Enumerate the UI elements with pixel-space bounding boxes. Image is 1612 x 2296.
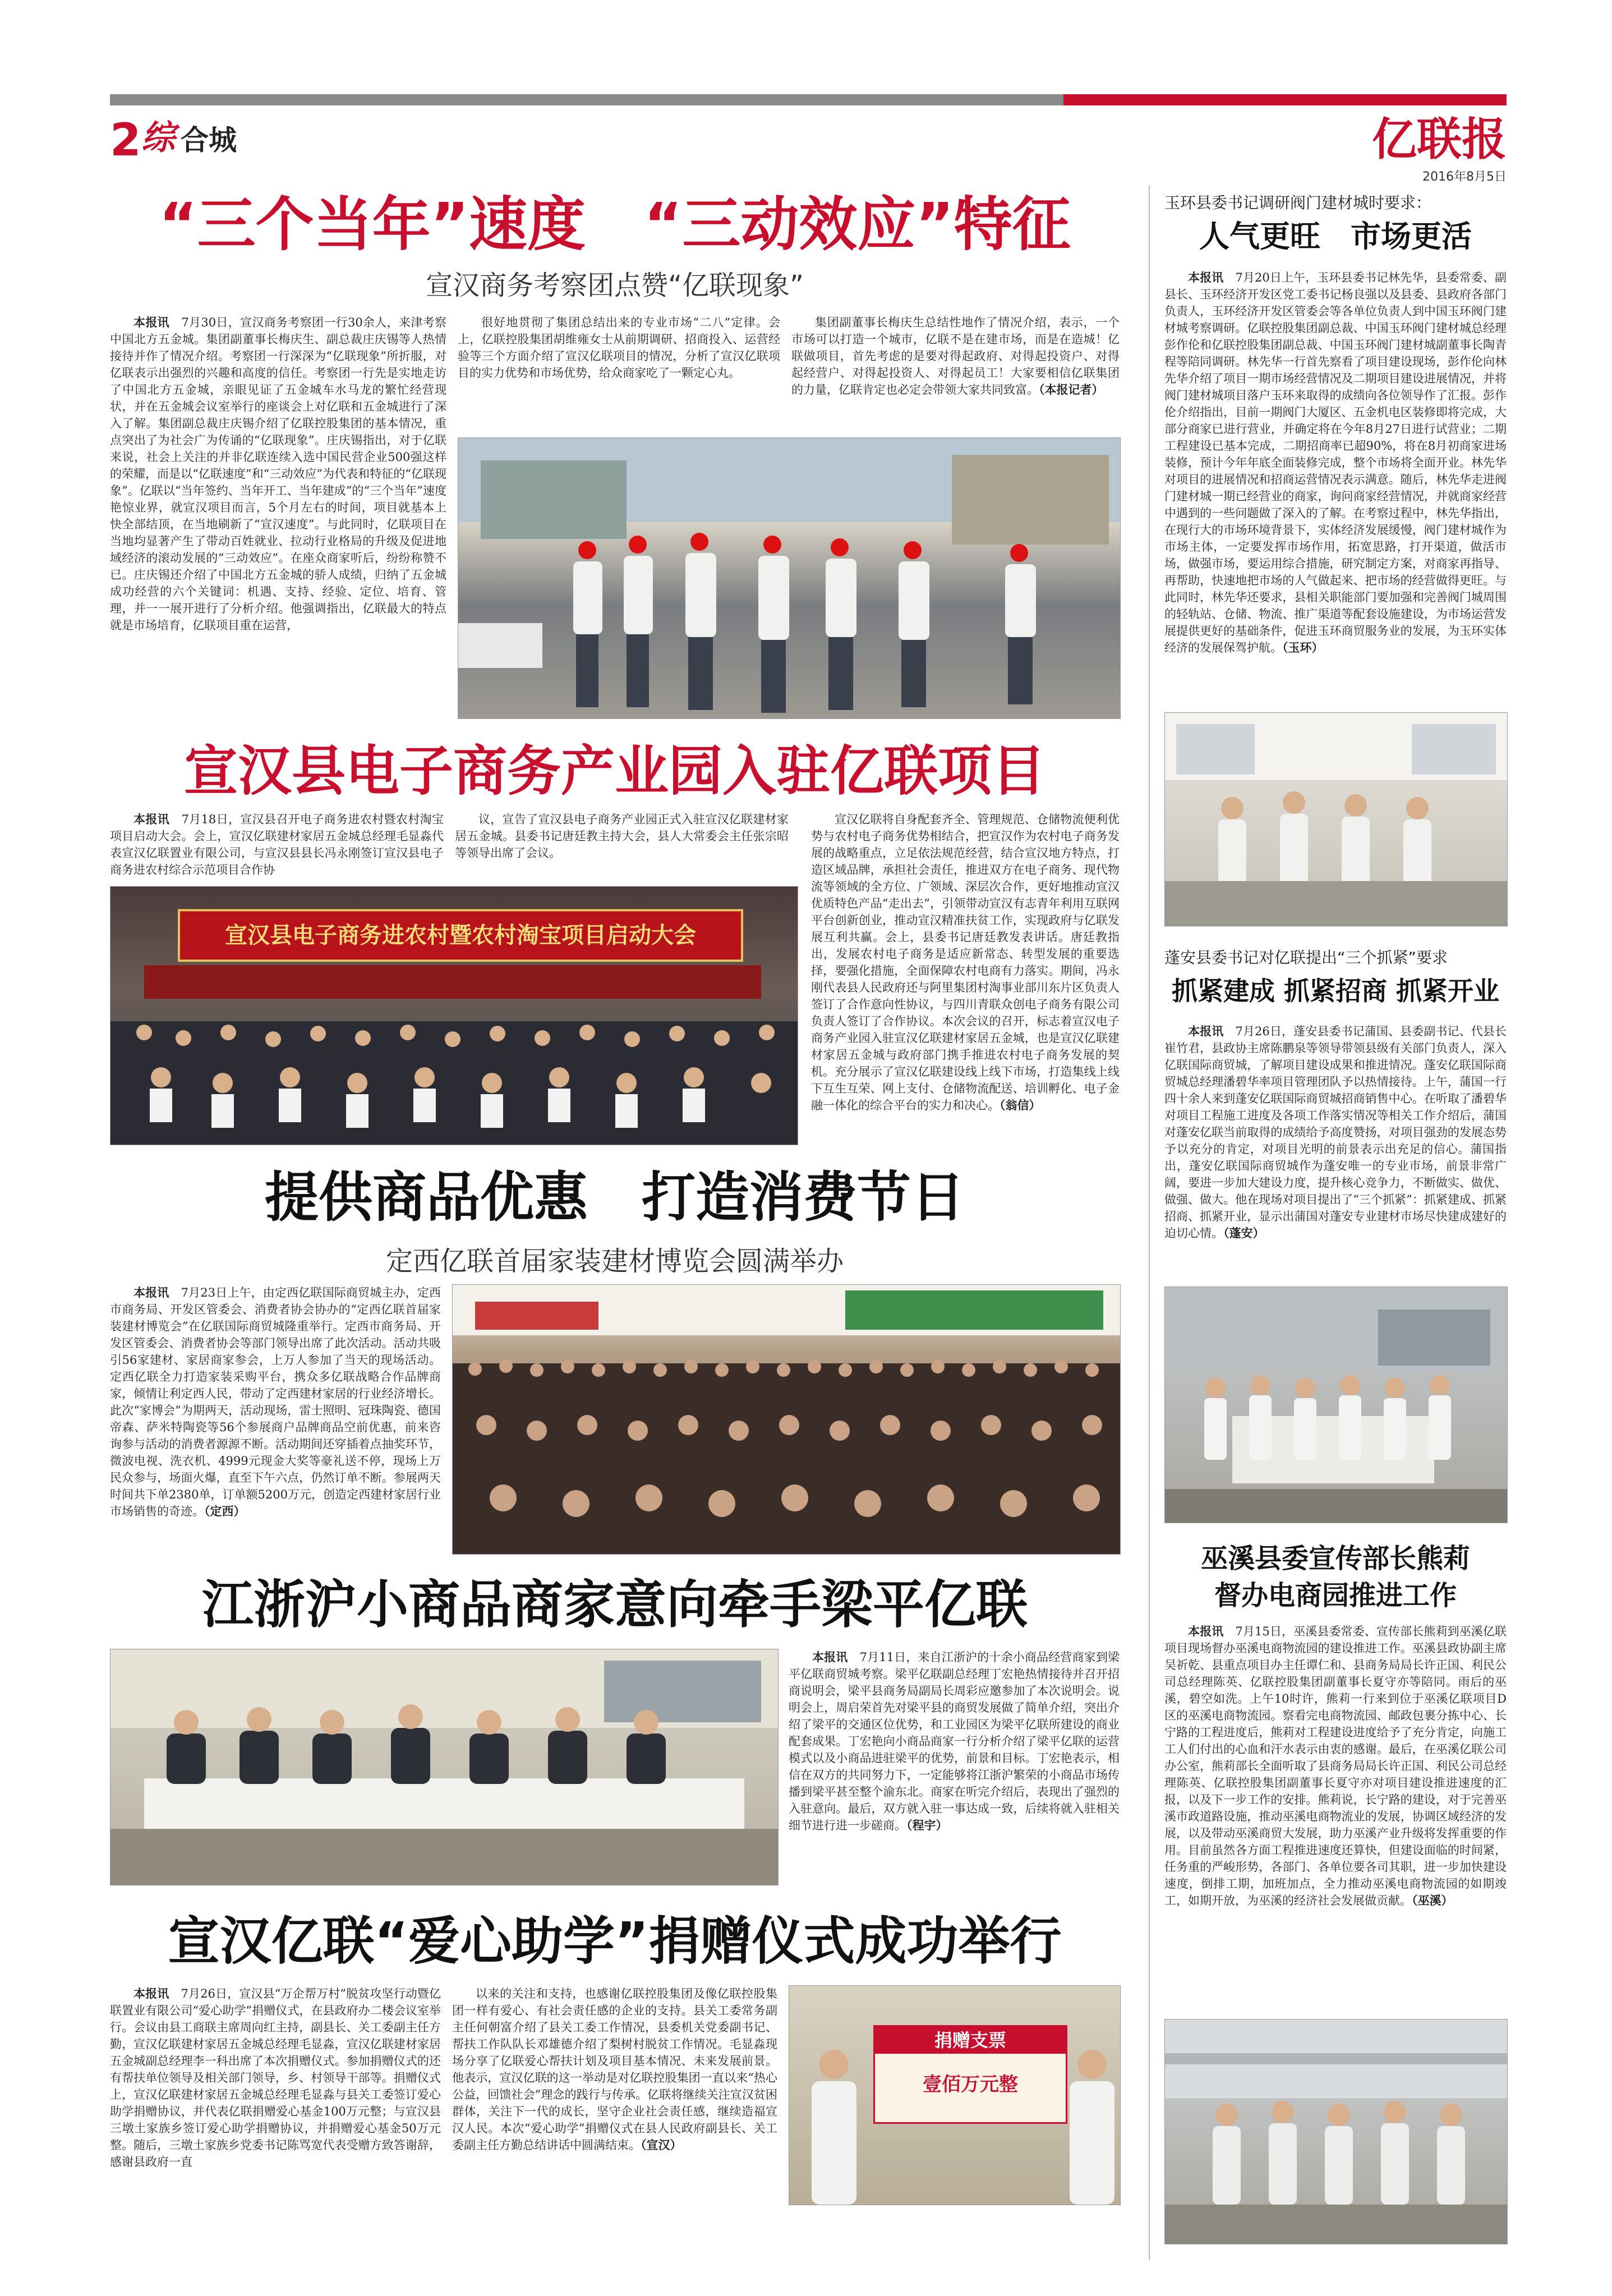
meeting-table-illustration <box>110 1649 778 1885</box>
article5-headline: 宣汉亿联“爱心助学”捐赠仪式成功举行 <box>168 1911 1062 1971</box>
side3-headline-line1: 巫溪县委宣传部长熊莉 <box>1200 1543 1470 1574</box>
article1-sign: （本报记者） <box>1039 382 1104 397</box>
conference-hall-photo <box>110 886 798 1145</box>
side3-col1 <box>1164 1623 1507 2004</box>
article1-text3: 集团副董事长梅庆生总结性地作了情况介绍，表示，一个市场可以打造一个城市，亿联不是在建市场，而是在造城！亿联做项目，首先考虑的是要对得起政府、对得起投资户、对得起经营户、对得起投资人、对得起员工！大家要相信亿联集团的力量，亿联肯定也必定会带领大家共同致富。 <box>791 316 1120 397</box>
article3-col1 <box>110 1284 441 1553</box>
delegation-walking-photo <box>458 437 1121 719</box>
wuxi-site-visit-illustration <box>1165 2020 1507 2244</box>
article3-subheadline: 定西亿联首届家装建材博览会圆满举办 <box>385 1246 844 1277</box>
article4-sign: （程宇） <box>906 1818 948 1832</box>
article1-col2 <box>458 314 780 426</box>
side2-lead: 本报讯 <box>1188 1025 1224 1038</box>
top-rule-red <box>1063 94 1507 105</box>
side3-sign: （巫溪） <box>1412 1893 1453 1907</box>
article1-text1: 7月30日，宣汉商务考察团一行30余人，来津考察中国北方五金城。集团副董事长梅庆生、副总裁庄庆锡等人热情接待并作了情况介绍。考察团一行深深为“亿联现象”所折服，对亿联表示出强烈的兴趣和高度的信任。考察团一行先是实地走访了中国北方五金城，亲眼见证了五金城车水马龙的繁忙经营现状，并在五金城会议室举行的座谈会上对亿联和五金城进行了深入了解。集团副总裁庄庆锡介绍了亿联控股集团的基本情况，重点突出了为社会广为传诵的“亿联现象”。庄庆锡指出，对于亿联来说，社会上关注的并非亿联连续入选中国民营企业500强这样的荣耀，而是以“亿联速度”和“三动效应”为代表和特征的“亿联现象”。亿联以“当年签约、当年开工、当年建成”的“三个当年”速度艳惊业界，就宣汉项目而言，5个月左右的时间，项目就基本上快全部结顶，在当地刷新了“宣汉速度”。与此同时，亿联项目在当地均显著产生了带动百姓就业、拉动行业格局的升级及促进地域经济的滚动发展的“三动效应”。在座众商家听后，纷纷称赞不已。庄庆锡还介绍了中国北方五金城的骄人成绩，归纳了五金城成功经营的六个关键词：机遇、支持、经验、定位、培育、管理，并一一展开进行了分析介绍。他强调指出，亿联最大的特点就是市场培育，亿联项目重在运营， <box>110 316 446 632</box>
article2-sign: （翁信） <box>1000 1098 1041 1112</box>
article5-sign: （宣汉） <box>641 2138 682 2152</box>
article2-col3 <box>811 811 1120 1136</box>
sidebar-divider <box>1149 185 1150 2260</box>
article1-headline: “三个当年”速度 “三动效应”特征 <box>159 190 1071 259</box>
wuxi-site-visit-photo <box>1164 2019 1508 2244</box>
yuhuan-inspection-illustration <box>1165 713 1507 926</box>
side3-text1: 7月15日，巫溪县委常委、宣传部长熊莉到巫溪亿联项目现场督办巫溪电商物流园的建设推进工作。巫溪县政协副主席吴祈乾、县重点项目办主任谭仁和、县商务局局长许正国、利民公司总经理陈英、亿联控股集团副董事长夏守亦等陪同。雨后的巫溪，碧空如洗。上午10时许，熊莉一行来到位于巫溪亿联项目D区的巫溪电商物流园。察看完电商物流园、邮政包裹分拣中心、长宁路的工程进度后，熊莉对工程建设进度给予了充分肯定，向施工工人们付出的心血和汗水表示由衷的感谢。最后，在巫溪亿联公司办公室，熊莉部长全面听取了县商务局局长许正国、利民公司总经理陈英、亿联控股集团副董事长夏守亦对项目建设推进速度的汇报，以及下一步工作的安排。熊莉说，长宁路的建设，对于完善巫溪市政道路设施，推动巫溪电商物流业的发展，协调区域经济的发展，以及带动巫溪商贸大发展，助力巫溪产业升级将发挥重要的作用。目前虽然各方面工程推进速度还算快，但建设面临的时间紧，任务重的严峻形势，各部门、各单位要各司其职，进一步加快建设速度，倒排工期，加班加点，全力推动巫溪电商物流园的如期竣工，如期开放，为巫溪的经济社会发展做贡献。 <box>1164 1625 1507 1907</box>
article2-text1: 7月18日，宣汉县召开电子商务进农村暨农村淘宝项目启动大会。会上，宣汉亿联建材家居五金城总经理毛显淼代表宣汉亿联置业有限公司，与宣汉县县长冯永刚签订宣汉县电子商务进农村综合示范项目合作协 <box>110 813 444 877</box>
side1-col1 <box>1164 269 1507 707</box>
side1-headline: 人气更旺 市场更活 <box>1199 219 1472 254</box>
article1-lead: 本报讯 <box>133 316 169 329</box>
page-number: 2 <box>110 114 141 166</box>
article3-sign: （定西） <box>204 1504 246 1518</box>
article5-lead: 本报讯 <box>133 1987 169 2000</box>
side2-text1: 7月26日，蓬安县委书记蒲国、县委副书记、代县长崔竹君，县政协主席陈鹏泉等领导带领县级有关部门负责人，深入亿联国际商贸城，了解项目建设成果和推进情况。蓬安亿联国际商贸城总经理潘碧华率项目管理团队予以热情接待。上午，蒲国一行四十余人来到蓬安亿联国际商贸城招商销售中心。在听取了潘碧华对项目工程施工进度及各项工作落实情况等相关工作介绍后，蒲国对蓬安亿联当前取得的成绩给予高度赞扬，对项目强劲的发展态势予以充分的肯定，对项目光明的前景表示出充足的信心。蒲国指出，蓬安亿联国际商贸城作为蓬安唯一的专业市场，前景非常广阔，要进一步加大建设力度，提升核心竞争力，不断做实、做优、做强、做大。他在现场对项目提出了“三个抓紧”：抓紧建成、抓紧招商、抓紧开业，显示出蒲国对蓬安专业建材市场尽快建成建好的迫切心情。 <box>1164 1025 1507 1240</box>
article4-headline: 江浙沪小商品商家意向牵手梁平亿联 <box>201 1575 1028 1635</box>
delegation-walking-illustration <box>458 438 1120 718</box>
top-rule-gray <box>110 94 1063 105</box>
article1-text2: 很好地贯彻了集团总结出来的专业市场“二八”定律。会上，亿联控股集团胡维雍女士从前期调研、招商投入、运营经验等三个方面介绍了宣汉亿联项目的情况，分析了宣汉亿联项目的实力优势和市场优势，给众商家吃了一颗定心丸。 <box>458 316 780 380</box>
meeting-table-photo <box>110 1649 779 1885</box>
side2-headline: 抓紧建成 抓紧招商 抓紧开业 <box>1171 976 1500 1006</box>
donation-people-illustration <box>789 1986 1120 2205</box>
check-donation-photo <box>789 1985 1121 2205</box>
article5-col1 <box>110 1985 441 2260</box>
side1-kicker: 玉环县委书记调研阀门建材城时要求： <box>1164 193 1432 212</box>
conference-banner-text: 宣汉县电子商务进农村暨农村淘宝项目启动大会 <box>225 923 696 948</box>
article5-text2: 以来的关注和支持，也感谢亿联控股集团及像亿联控股集团一样有爱心、有社会责任感的企业的支持。县关工委常务副主任何朝富介绍了县关工委工作情况，县委机关党委副书记、帮扶工作队队长邓雄德介绍了梨树村脱贫工作情况。毛显淼现场分享了亿联爱心帮扶计划及项目基本情况、未来发展前景。他表示，宣汉亿联的这一举动是对亿联控股集团一直以来“热心公益，回馈社会”理念的践行与传承。亿联将继续关注宣汉贫困群体，关注下一代的成长，坚守企业社会责任感，继续造福宣汉人民。本次“爱心助学”捐赠仪式在县人民政府副县长、关工委副主任方勤总结讲话中圆满结束。 <box>452 1987 777 2152</box>
article2-lead: 本报讯 <box>133 813 170 826</box>
side3-lead: 本报讯 <box>1188 1625 1224 1638</box>
audience-illustration <box>110 999 798 1145</box>
side1-sign: （玉环） <box>1282 640 1324 654</box>
article2-text3: 宣汉亿联将自身配套齐全、管理规范、仓储物流便利优势与农村电子商务优势相结合，把宣汉作为农村电子商务发展的战略重点，立足依法规范经营，结合宣汉地方特点，打造区域品牌，承担社会责任，推进双方在电子商务、现代物流等领域的全方位、广领域、深层次合作，更好地推动宣汉优质特色产品“走出去”，引领带动宣汉有志青年利用互联网平台创新创业，推动宣汉精准扶贫工作，实现政府与亿联发展互利共赢。会上，县委书记唐廷教发表讲话。唐廷教指出，发展农村电子商务是适应新常态、转型发展的重要选择，要强化措施，全面保障农村电商有力落实。期间，冯永刚代表县人民政府还与阿里集团村淘事业部川东片区负责人签订了合作意向性协议，与四川青联众创电子商务有限公司负责人签订了合作协议。本次会议的召开，标志着宣汉电子商务产业园入驻宣汉亿联建材家居五金城，也是宣汉亿联建材家居五金城与政府部门携手推进农村电子商务发展的契机。充分展示了宣汉亿联建设线上线下市场，打造集线上线下互生互荣、网上支付、仓储物流配送、培训孵化、电子金融一体化的综合平台的实力和决心。 <box>811 813 1120 1112</box>
conference-banner <box>178 909 743 962</box>
pengan-sales-center-illustration <box>1165 1287 1507 1523</box>
article3-text1: 7月23日上午，由定西亿联国际商贸城主办，定西市商务局、开发区管委会、消费者协会协办的“定西亿联首届家装建材博览会”在亿联国际商贸城隆重举行。定西市商务局、开发区管委会、消费者协会等部门领导出席了此次活动。活动共吸引56家建材、家居商家参会，上万人参加了当天的现场活动。定西亿联全力打造家装采购平台，携众多亿联战略合作品牌商家，倾情让利定西人民，带动了定西建材家居的行业经济增长。此次“家博会”为期两天，活动现场，雷士照明、冠珠陶瓷、德国帝森、萨米特陶瓷等56个参展商户品牌商品空前优惠，前来咨询参与活动的消费者源源不断。活动期间还穿插着点抽奖环节，微波电视、洗衣机、4999元现金大奖等豪礼送不停，现场上万民众参与，场面火爆，直至下午六点，仍然订单不断。参展两天时间共下单2380单，订单额5200万元，创造定西建材家居行业市场销售的奇迹。 <box>110 1286 441 1518</box>
section-name: 合城 <box>181 124 237 156</box>
article2-headline: 宣汉县电子商务产业园入驻亿联项目 <box>184 740 1046 803</box>
pengan-sales-center-photo <box>1164 1287 1508 1523</box>
side2-kicker: 蓬安县委书记对亿联提出“三个抓紧”要求 <box>1164 948 1448 967</box>
article1-col3 <box>791 314 1120 426</box>
article2-col2 <box>455 811 789 880</box>
yuhuan-inspection-photo <box>1164 712 1508 926</box>
donation-board-amount: 壹佰万元整 <box>923 2073 1018 2096</box>
article3-lead: 本报讯 <box>133 1286 169 1299</box>
article2-text2: 议，宣告了宣汉县电子商务产业园正式入驻宣汉亿联建材家居五金城。县委书记唐廷教主持大会，县人大常委会主任张宗昭等领导出席了会议。 <box>455 813 789 860</box>
article3-headline: 提供商品优惠 打造消费节日 <box>265 1166 965 1229</box>
side1-lead: 本报讯 <box>1188 271 1224 284</box>
article2-col1 <box>110 811 444 880</box>
donation-board-title: 捐赠支票 <box>875 2027 1066 2054</box>
side2-col1 <box>1164 1023 1507 1281</box>
side1-text1: 7月20日上午，玉环县委书记林先华，县委常委、副县长、玉环经济开发区党工委书记杨良强以及县委、县政府各部门负责人，玉环经济开发区管委会等各单位负责人到中国玉环阀门建材城考察调研。亿联控股集团副总裁、中国玉环阀门建材城总经理彭作伦和亿联控股集团副总裁、中国玉环阀门建材城副董事长陶青程等陪同调研。林先华一行首先察看了项目建设现场，彭作伦向林先华介绍了项目一期市场经营情况及二期项目建设进展情况，并将阀门建材城项目落户玉环来取得的成绩向各位领导作了汇报。彭作伦介绍指出，目前一期阀门大厦区、五金机电区装修即将完成，大部分商家已进行营业，并确定将在今年8月27日进行试营业；二期工程建设已基本完成，二期招商率已超90%，将在8月初商家进场装修，预计今年年底全面装修完成，整个市场将全面开业。林先华对项目的进展情况和招商运营情况表示满意。随后，林先华走进阀门建材城一期已经营业的商家，询问商家经营情况，并就商家经营中遇到的一些问题做了深入的了解。在考察过程中，林先华指出，在现行大的市场环境背景下，实体经济发展缓慢，阀门建材城作为市场主体，一定要发挥市场作用，拓宽思路，打开渠道，做活市场，做强市场，要运用综合措施，研究制定方案，对商家再指导、再帮助，快速地把市场的人气做起来、把市场的经营做得更旺。与此同时，林先华还要求，县相关职能部门要加强和完善阀门城周围的轻轨站、仓储、物流、推广渠道等配套设施建设，为市场运营发展提供更好的基础条件，促进玉环商贸服务业的发展，为玉环实体经济的发展保驾护航。 <box>1164 271 1507 654</box>
expo-crowd-illustration <box>453 1285 1120 1554</box>
side2-sign: （蓬安） <box>1223 1226 1265 1240</box>
article4-text1: 7月11日，来自江浙沪的十余小商品经营商家到梁平亿联商贸城考察。梁平亿联副总经理丁宏艳热情接待并召开招商说明会，梁平县商务局副局长周彩应邀参加了本次说明会。说明会上，周启荣首先对梁平县的商贸发展做了简单介绍，突出介绍了梁平的交通区位优势，和工业园区为梁平亿联所建设的商业配套成果。丁宏艳向小商品商家一行分析介绍了梁平亿联的运营模式以及小商品进驻梁平的优势，前景和目标。丁宏艳表示，相信在双方的共同努力下，一定能够将江浙沪繁荣的小商品市场传播到梁平甚至整个渝东北。商家在听完介绍后，表现出了强烈的入驻意向。最后，双方就入驻一事达成一致，后续将就入驻相关细节进行进一步磋商。 <box>789 1650 1120 1832</box>
article4-lead: 本报讯 <box>812 1650 848 1664</box>
article5-text1: 7月26日，宣汉县“万企帮万村”脱贫攻坚行动暨亿联置业有限公司“爱心助学”捐赠仪式，在县政府办二楼会议室举行。会议由县工商联主席周向红主持，副县长、关工委副主任方勤，宣汉亿联建材家居五金城总经理毛显淼，宣汉亿联建材家居五金城副总经理李一科出席了本次捐赠仪式。参加捐赠仪式的还有帮扶单位领导及相关部门领导，乡、村领导干部等。捐赠仪式上，宣汉亿联建材家居五金城总经理毛显淼与县关工委签订爱心助学捐赠协议，并代表亿联捐赠爱心基金100万元整；与宣汉县三墩土家族乡签订爱心助学捐赠协议，并捐赠爱心基金50万元整。随后，三墩土家族乡党委书记陈骂宽代表受赠方致答谢辞，感谢县政府一直 <box>110 1987 441 2169</box>
conference-stage <box>144 965 761 999</box>
article4-col1 <box>789 1649 1120 1884</box>
paper-name: 亿联报 <box>1372 113 1507 165</box>
side3-headline-line2: 督办电商园推进工作 <box>1214 1580 1457 1611</box>
section-mark: 综 <box>141 118 175 158</box>
expo-crowd-photo <box>452 1284 1121 1555</box>
issue-date: 2016年8月5日 <box>1422 170 1507 184</box>
article1-subheadline: 宣汉商务考察团点赞“亿联现象” <box>426 270 804 301</box>
article5-col2 <box>452 1985 777 2260</box>
